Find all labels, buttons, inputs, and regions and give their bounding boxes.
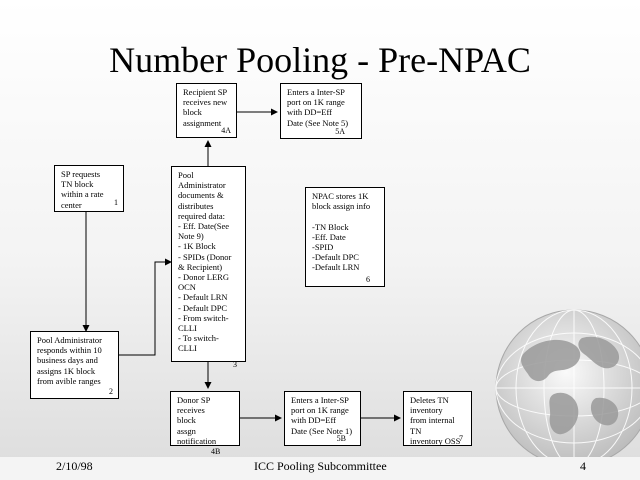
footer-date: 2/10/98 — [56, 459, 93, 473]
box-deletes-tn-number: 7 — [459, 433, 463, 443]
box-pool-admin-responds — [30, 331, 119, 399]
box-donor-sp-number: 4B — [211, 446, 221, 456]
box-sp-requests — [54, 165, 124, 212]
footer-page-number: 4 — [580, 459, 586, 473]
box-recipient-sp-text: Recipient SP receives new block assignment — [183, 87, 228, 128]
box-npac-stores-number: 6 — [366, 274, 370, 284]
box-sp-requests-number: 1 — [114, 197, 118, 207]
box-inter-sp-5a — [280, 83, 362, 139]
box-inter-sp-5b-number: 5B — [336, 433, 346, 443]
box-deletes-tn — [403, 391, 472, 446]
box-npac-stores — [305, 187, 385, 287]
arrow-response-to-admin — [119, 262, 171, 355]
box-inter-sp-5a-number: 5A — [335, 126, 345, 136]
footer-committee: ICC Pooling Subcommittee — [254, 459, 387, 473]
box-pool-admin-responds-number: 2 — [109, 386, 113, 396]
slide-footer — [0, 457, 640, 480]
box-pool-admin-documents-text: Pool Administrator documents & distributes required data: - Eff. Date(See Note 9) - 1K Block - SPIDs (Donor & Recipient) - Donor LERG OCN - Default LRN - Default DPC - From switch- CLLI - To switch- CLLI — [178, 170, 232, 354]
box-sp-requests-text: SP requests TN block within a rate center — [61, 169, 104, 210]
box-donor-sp-text: Donor SP receives block assgn notification — [177, 395, 217, 446]
globe-icon — [484, 298, 640, 458]
box-inter-sp-5a-text: Enters a Inter-SP port on 1K range with DD=Eff Date (See Note 5) — [287, 87, 349, 128]
box-inter-sp-5b-text: Enters a Inter-SP port on 1K range with DD=Eff Date (See Note 1) — [291, 395, 353, 436]
box-inter-sp-5b — [284, 391, 361, 446]
box-pool-admin-responds-text: Pool Administrator responds within 10 business days and assigns 1K block from avible ranges — [37, 335, 102, 386]
box-npac-stores-text: NPAC stores 1K block assign info -TN Block -Eff. Date -SPID -Default DPC -Default LRN — [312, 191, 371, 273]
box-recipient-sp — [176, 83, 237, 138]
box-pool-admin-documents — [171, 166, 246, 369]
box-deletes-tn-text: Deletes TN inventory from internal TN inventory OSS — [410, 395, 461, 446]
box-recipient-sp-number: 4A — [221, 125, 231, 135]
slide-title: Number Pooling - Pre-NPAC — [109, 40, 531, 80]
box-donor-sp — [170, 391, 240, 456]
box-pool-admin-documents-number: 3 — [233, 359, 237, 369]
